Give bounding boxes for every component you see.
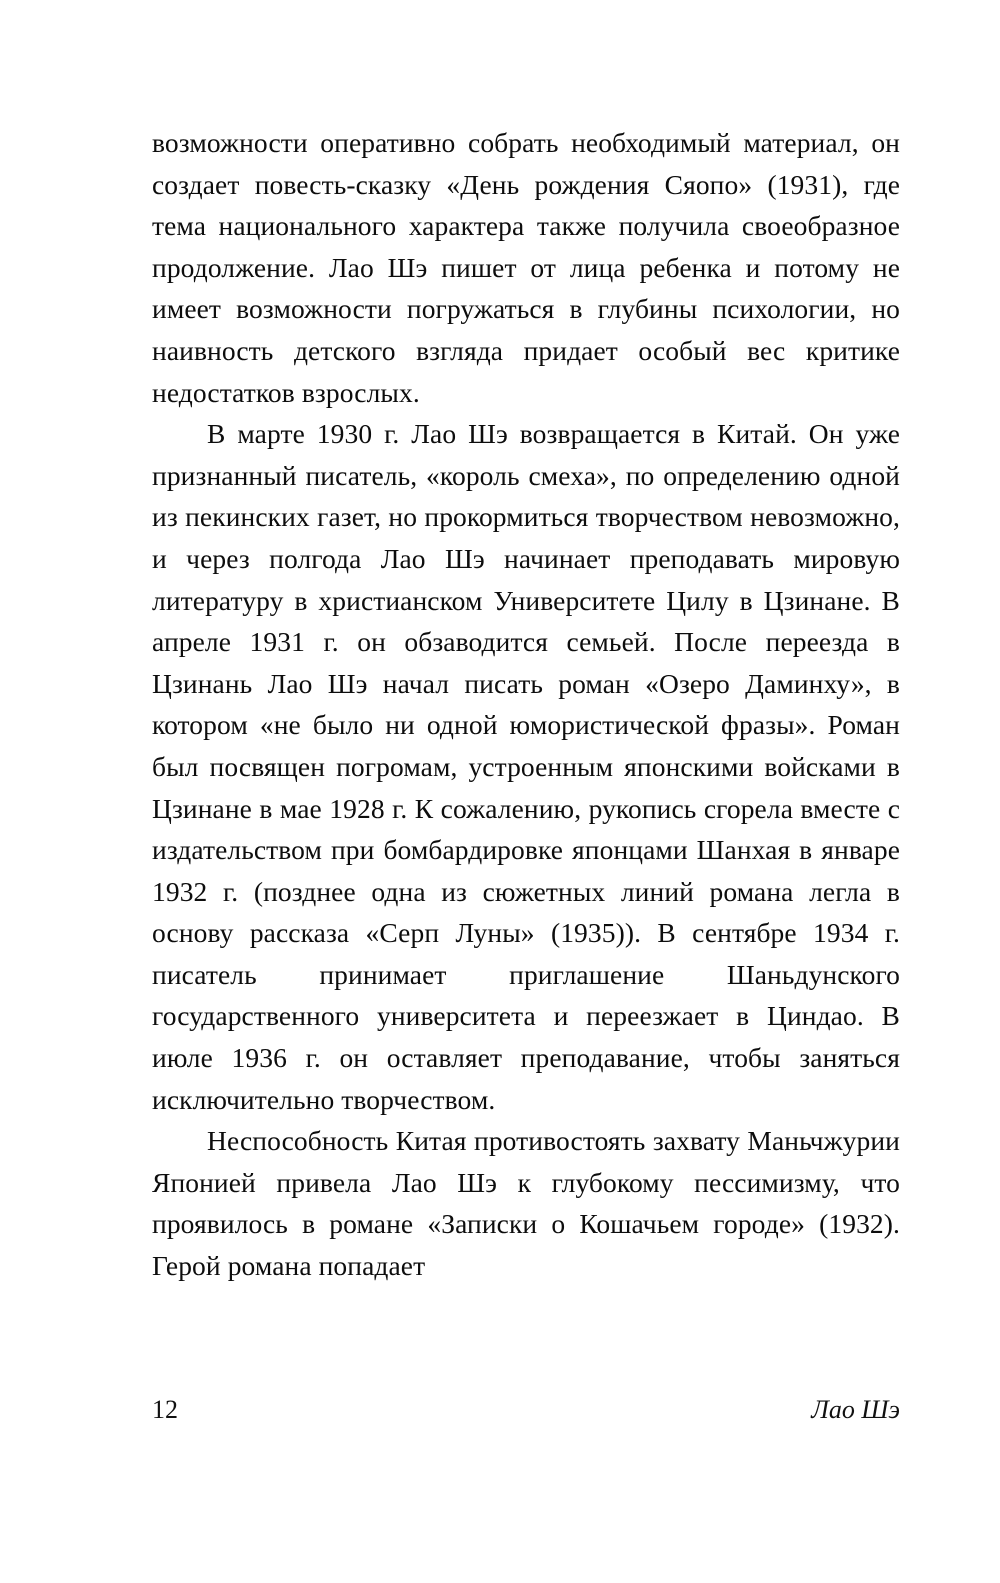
- paragraph-cat-country: Неспособность Китая противостоять захвату Маньчжурии Японией привела Лао Шэ к глубокому пессимизму, что проявилось в романе «Записки о Кошачьем городе» (1932). Герой романа попадает: [152, 1125, 900, 1282]
- running-head: Лао Шэ: [811, 1395, 900, 1424]
- page-body-text: [152, 122, 900, 1287]
- paragraph-continuation: возможности оперативно собрать необходимый материал, он создает повесть-сказку «День рождения Сяопо» (1931), где тема национального характера также получила своеобразное продолжение. Лао Шэ пишет от лица ребенка и потому не имеет возможности погружаться в глубины психологии, но наивность детского взгляда придает особый вес критике недостатков взрослых.: [152, 127, 900, 408]
- paragraph-return-to-china: В марте 1930 г. Лао Шэ возвращается в Китай. Он уже признанный писатель, «король смеха», по определению одной из пекинских газет, но прокормиться творчеством невозможно, и через полгода Лао Шэ начинает преподавать мировую литературу в христианском Университете Цилу в Цзинане. В апреле 1931 г. он обзаводится семьей. После переезда в Цзинань Лао Шэ начал писать роман «Озеро Даминху», в котором «не было ни одной юмористической фразы». Роман был посвящен погромам, устроенным японскими войсками в Цзинане в мае 1928 г. К сожалению, рукопись сгорела вместе с издательством при бомбардировке японцами Шанхая в январе 1932 г. (позднее одна из сюжетных линий романа легла в основу рассказа «Серп Луны» (1935)). В сентябре 1934 г. писатель принимает приглашение Шаньдунского государственного университета и переезжает в Циндао. В июле 1936 г. он оставляет преподавание, чтобы заняться исключительно творчеством.: [152, 418, 900, 1115]
- page-number: 12: [152, 1395, 178, 1424]
- page-footer: [152, 1395, 900, 1425]
